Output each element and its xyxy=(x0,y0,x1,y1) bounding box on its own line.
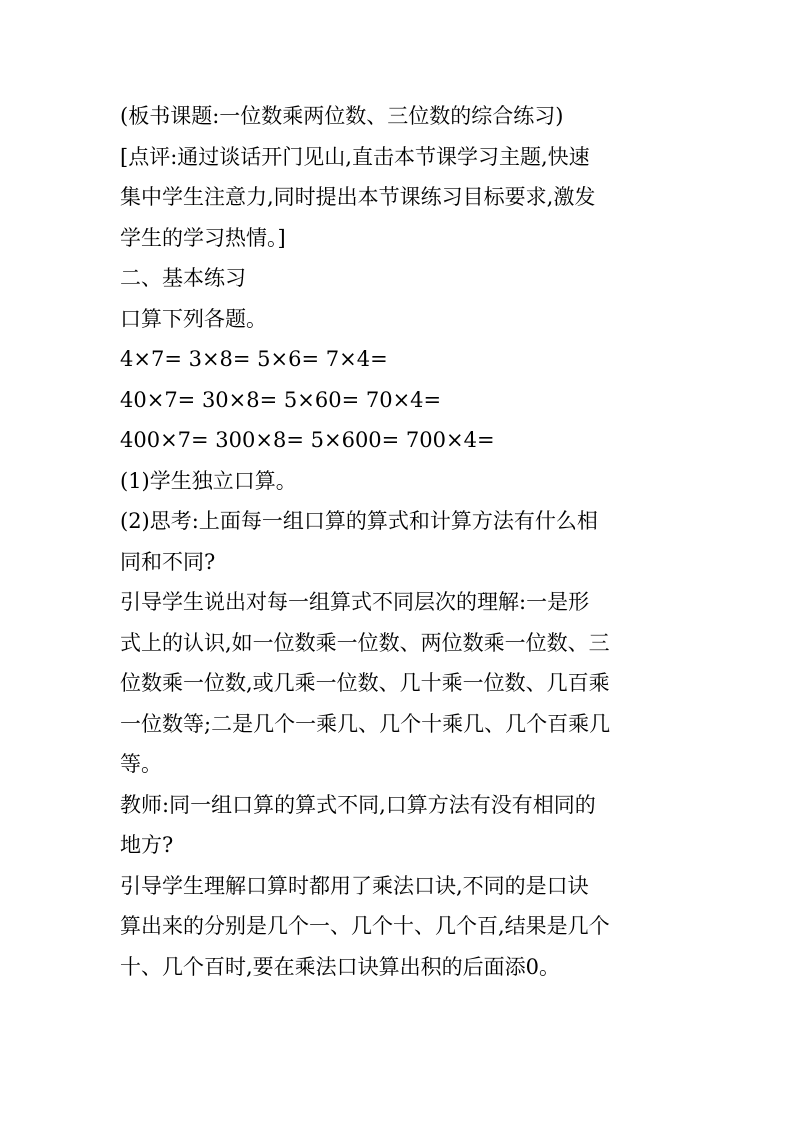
comment-line-3: 学生的学习热情。] xyxy=(120,225,286,250)
conclusion-line-1: 引导学生理解口算时都用了乘法口诀,不同的是口诀 xyxy=(120,873,589,898)
guidance-paragraph-line-1: 引导学生说出对每一组算式不同层次的理解:一是形 xyxy=(120,590,590,614)
conclusion-line-2: 算出来的分别是几个一、几个十、几个百,结果是几个 xyxy=(120,914,610,938)
step-1: (1)学生独立口算。 xyxy=(120,468,297,493)
step-2-line-2: 同和不同? xyxy=(120,549,216,574)
section-heading: 二、基本练习 xyxy=(120,266,246,290)
teacher-question-line-2: 地方? xyxy=(120,833,174,857)
exercise-row-1: 4×7= 3×8= 5×6= 7×4= xyxy=(120,347,388,371)
exercise-row-3: 400×7= 300×8= 5×600= 700×4= xyxy=(120,428,495,452)
exercise-instruction: 口算下列各题。 xyxy=(120,306,267,331)
guidance-paragraph-line-3: 位数乘一位数,或几乘一位数、几十乘一位数、几百乘 xyxy=(120,671,610,695)
exercise-row-2: 40×7= 30×8= 5×60= 70×4= xyxy=(120,387,442,412)
lesson-title-note: (板书课题:一位数乘两位数、三位数的综合练习) xyxy=(120,104,564,128)
guidance-paragraph-line-2: 式上的认识,如一位数乘一位数、两位数乘一位数、三 xyxy=(120,630,610,655)
document-page xyxy=(120,96,680,987)
comment-line-1: [点评:通过谈话开门见山,直击本节课学习主题,快速 xyxy=(120,144,590,169)
step-2-line-1: (2)思考:上面每一组口算的算式和计算方法有什么相 xyxy=(120,509,598,533)
guidance-paragraph-line-4: 一位数等;二是几个一乘几、几个十乘几、几个百乘几 xyxy=(120,711,611,736)
guidance-paragraph-line-5: 等。 xyxy=(120,752,162,776)
conclusion-line-3: 十、几个百时,要在乘法口诀算出积的后面添0。 xyxy=(120,954,561,979)
teacher-question-line-1: 教师:同一组口算的算式不同,口算方法有没有相同的 xyxy=(120,792,596,817)
comment-line-2: 集中学生注意力,同时提出本节课练习目标要求,激发 xyxy=(120,185,596,209)
